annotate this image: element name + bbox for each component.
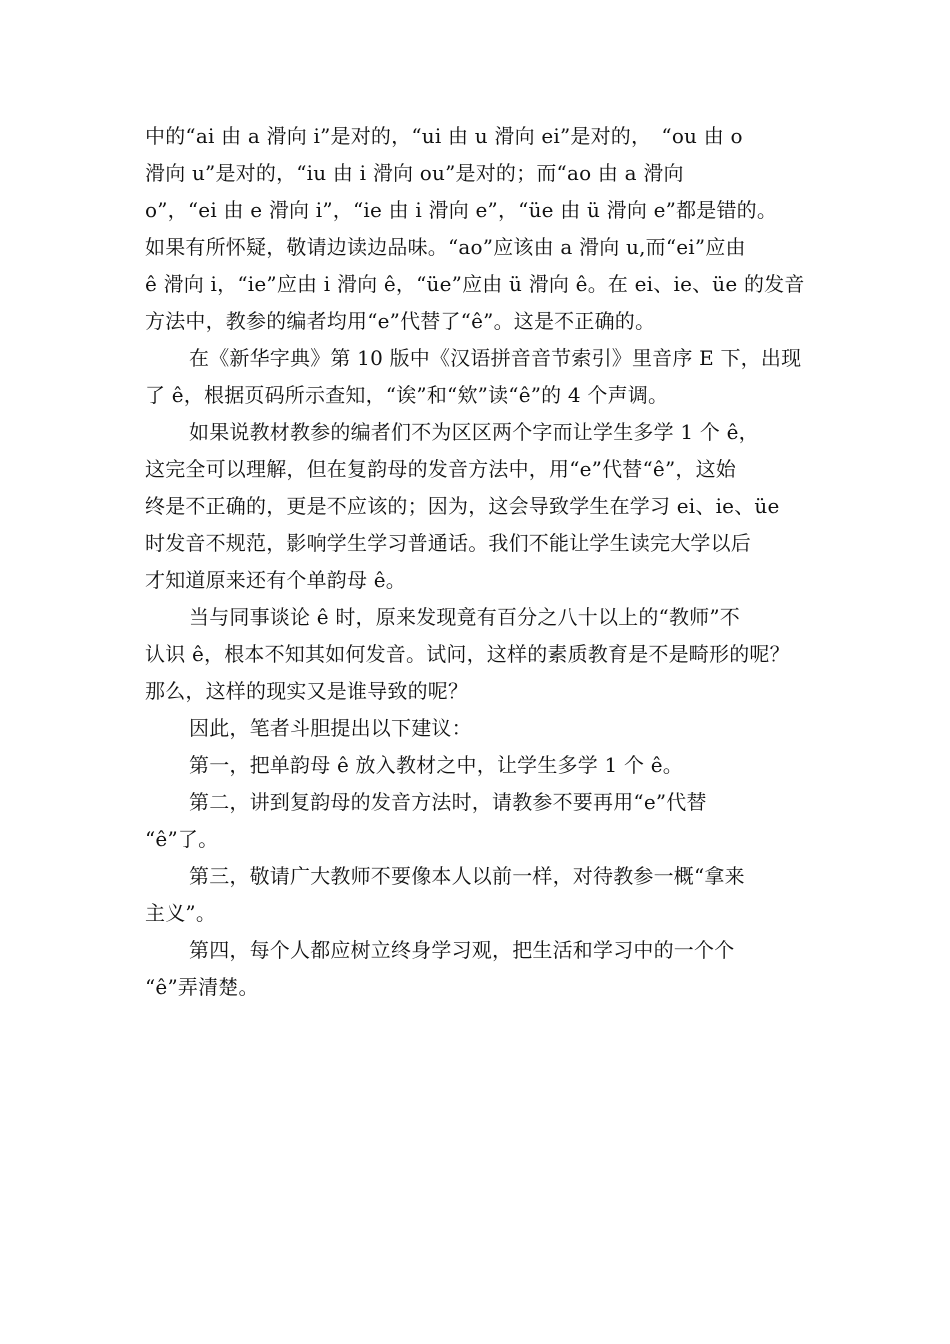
text-line: “ê”弄清楚。: [145, 975, 259, 999]
paragraph-1: [145, 118, 835, 340]
text-line: 中的“ai 由 a 滑向 i”是对的，“ui 由 u 滑向 ei”是对的， “ou 由 o: [145, 124, 743, 148]
text-line: 才知道原来还有个单韵母 ê。: [145, 568, 406, 592]
text-line: 那么，这样的现实又是谁导致的呢？: [145, 679, 469, 703]
paragraph-8: [145, 858, 835, 932]
text-line: 当与同事谈论 ê 时，原来发现竟有百分之八十以上的“教师”不: [189, 605, 740, 629]
paragraph-5: [145, 710, 835, 747]
paragraph-9: [145, 932, 835, 1006]
text-line: 方法中，教参的编者均用“e”代替了“ê”。这是不正确的。: [145, 309, 656, 333]
text-line: “ê”了。: [145, 827, 219, 851]
text-line: 了 ê，根据页码所示查知，“诶”和“欸”读“ê”的 4 个声调。: [145, 383, 669, 407]
text-line: 滑向 u”是对的，“iu 由 i 滑向 ou”是对的；而“ao 由 a 滑向: [145, 161, 684, 185]
text-line: 时发音不规范，影响学生学习普通话。我们不能让学生读完大学以后: [145, 531, 751, 555]
text-line: 因此，笔者斗胆提出以下建议：: [189, 716, 472, 740]
text-line: 如果说教材教参的编者们不为区区两个字而让学生多学 1 个 ê，: [189, 420, 759, 444]
document-body: [145, 118, 835, 1006]
text-line: 第三，敬请广大教师不要像本人以前一样，对待教参一概“拿来: [189, 864, 745, 888]
text-line: o”，“ei 由 e 滑向 i”，“ie 由 i 滑向 e”，“üe 由 ü 滑向 e”都是错的。: [145, 198, 778, 222]
paragraph-2: [145, 340, 835, 414]
text-line: 主义”。: [145, 901, 217, 925]
text-line: ê 滑向 i，“ie”应由 i 滑向 ê，“üe”应由 ü 滑向 ê。在 ei、ie、üe 的发音: [145, 272, 805, 296]
text-line: 这完全可以理解，但在复韵母的发音方法中，用“e”代替“ê”，这始: [145, 457, 736, 481]
text-line: 认识 ê，根本不知其如何发音。试问，这样的素质教育是不是畸形的呢？: [145, 642, 790, 666]
paragraph-3: [145, 414, 835, 599]
text-line: 如果有所怀疑，敬请边读边品味。“ao”应该由 a 滑向 u,而“ei”应由: [145, 235, 746, 259]
paragraph-4: [145, 599, 835, 710]
text-line: 在《新华字典》第 10 版中《汉语拼音音节索引》里音序 E 下，出现: [189, 346, 802, 370]
text-line: 第一，把单韵母 ê 放入教材之中，让学生多学 1 个 ê。: [189, 753, 683, 777]
text-line: 第二，讲到复韵母的发音方法时，请教参不要再用“e”代替: [189, 790, 707, 814]
text-line: 终是不正确的，更是不应该的；因为，这会导致学生在学习 ei、ie、üe: [145, 494, 780, 518]
paragraph-6: [145, 747, 835, 784]
paragraph-7: [145, 784, 835, 858]
text-line: 第四，每个人都应树立终身学习观，把生活和学习中的一个个: [189, 938, 735, 962]
